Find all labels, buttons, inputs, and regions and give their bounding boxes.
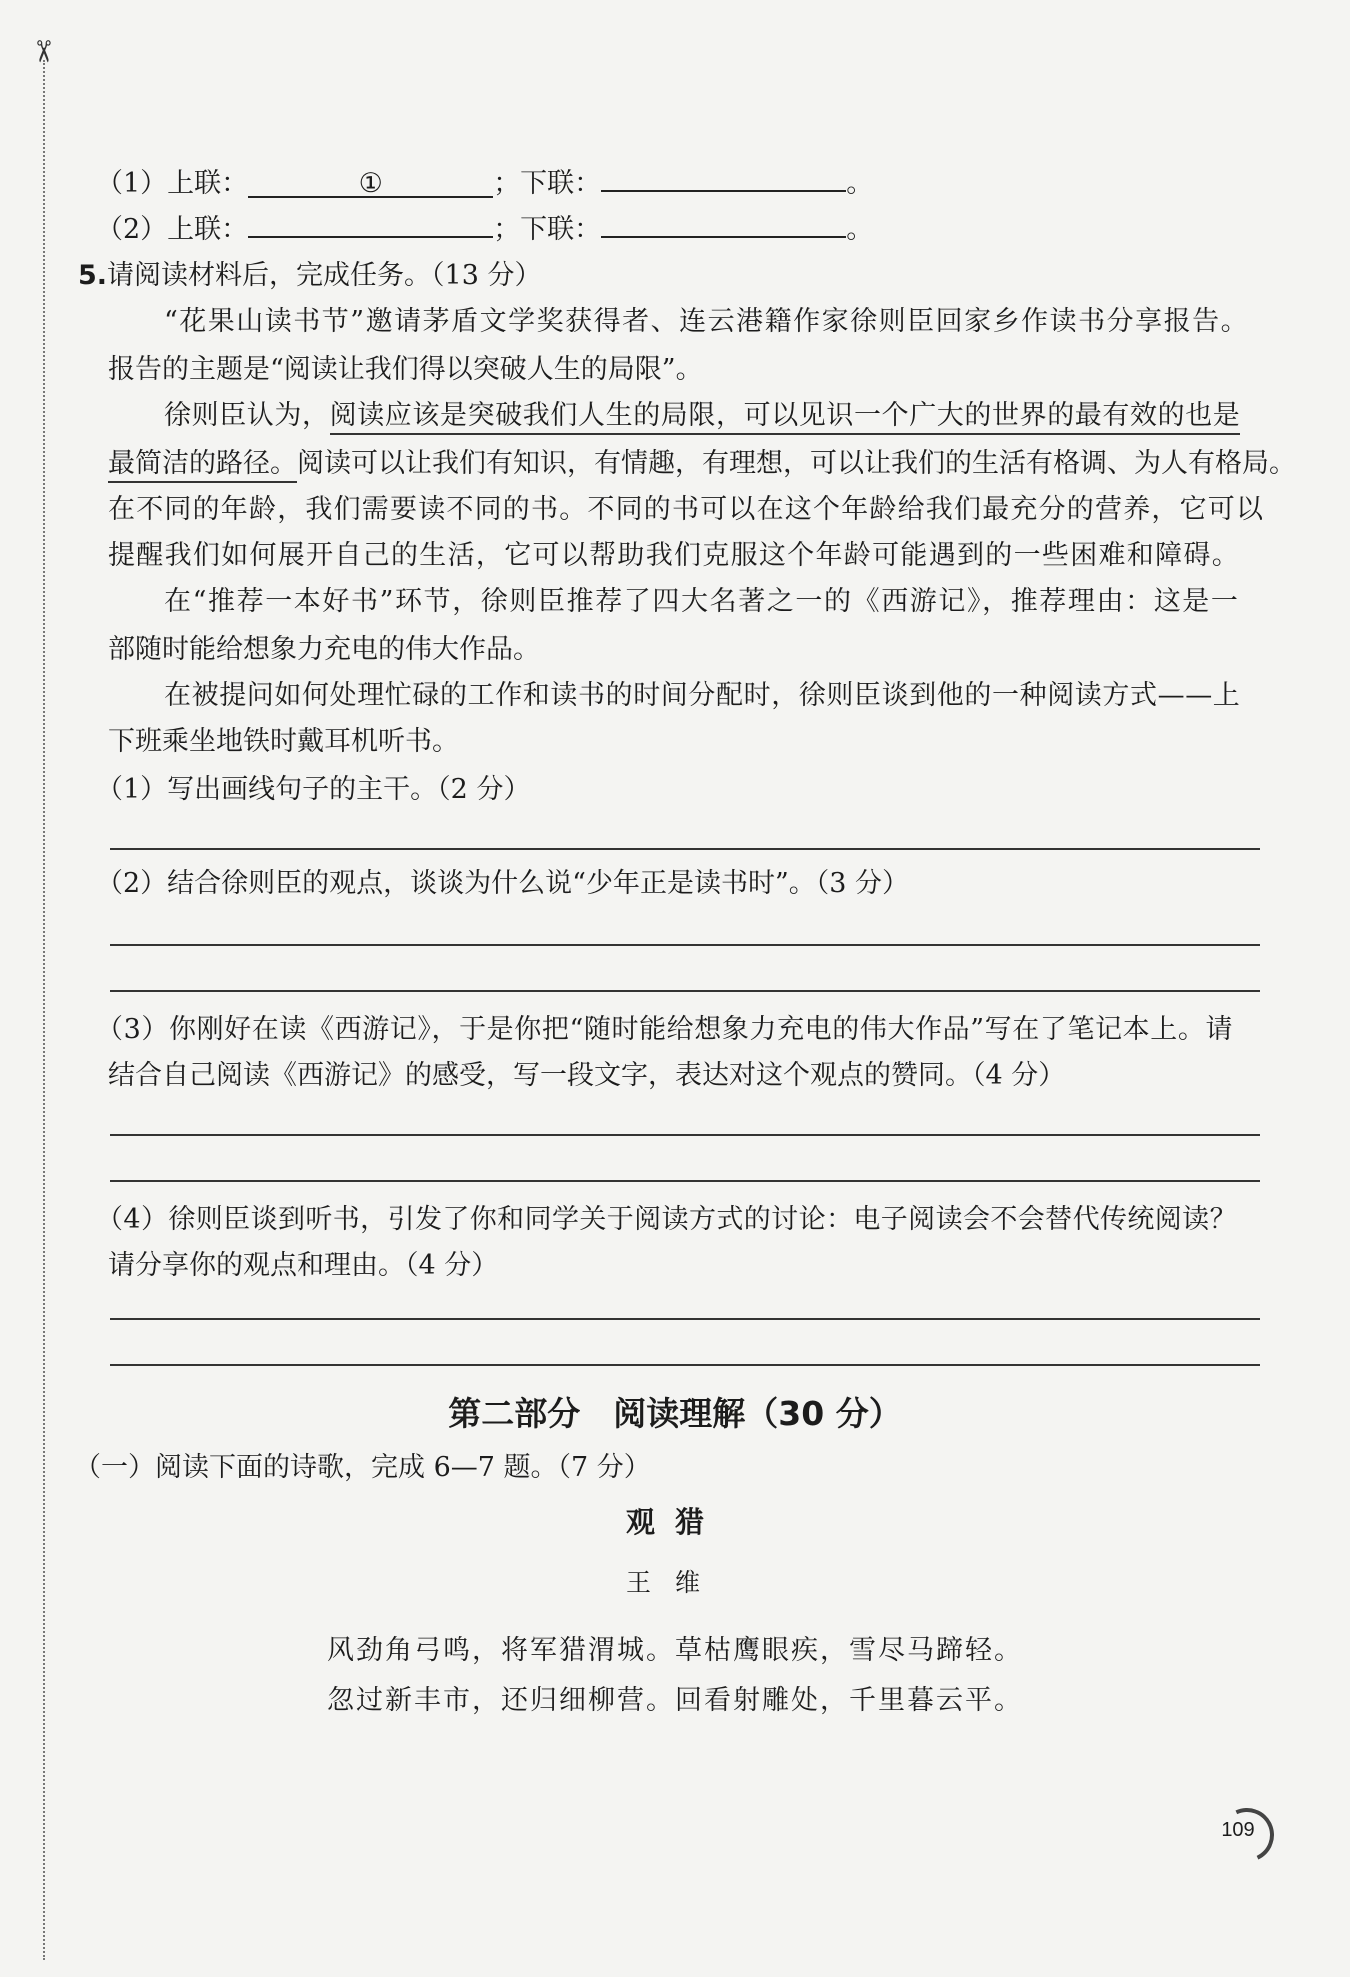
couplet-line-1 <box>96 166 873 202</box>
couplet-upper-blank[interactable]: ① <box>248 172 493 198</box>
q5-number: 5. <box>78 260 108 291</box>
couplet-lower-blank[interactable] <box>601 166 846 192</box>
passage-line: 在不同的年龄，我们需要读不同的书。不同的书可以在这个年龄给我们最充分的营养，它可以 <box>108 494 1265 525</box>
poem-line: 风劲角弓鸣，将军猎渭城。草枯鹰眼疾，雪尽马蹄轻。 <box>327 1635 1023 1666</box>
couplet-mid: ；下联： <box>493 214 602 245</box>
sub-question-3: （3）你刚好在读《西游记》，于是你把“随时能给想象力充电的伟大作品”写在了笔记本上。请 <box>96 1014 1234 1045</box>
couplet-label: （2）上联： <box>96 214 249 245</box>
page-number-swoosh-icon <box>1212 1800 1281 1869</box>
passage-text: 阅读可以让我们有知识，有情趣，有理想，可以让我们的生活有格调、为人有格局。 <box>297 448 1296 479</box>
passage-line: 在被提问如何处理忙碌的工作和读书的时间分配时，徐则臣谈到他的一种阅读方式——上 <box>164 680 1241 711</box>
poem-author: 王维 <box>625 1568 724 1597</box>
part2-heading: 第二部分 阅读理解（30 分） <box>448 1394 902 1433</box>
answer-line[interactable] <box>110 848 1260 850</box>
section-instruction: （一）阅读下面的诗歌，完成 6—7 题。（7 分） <box>74 1452 651 1483</box>
sub-question-3-cont: 结合自己阅读《西游记》的感受，写一段文字，表达对这个观点的赞同。（4 分） <box>108 1060 1066 1091</box>
passage-line: 部随时能给想象力充电的伟大作品。 <box>108 634 540 665</box>
sub-question-1: （1）写出画线句子的主干。（2 分） <box>96 774 531 805</box>
sub-question-4-cont: 请分享你的观点和理由。（4 分） <box>108 1250 499 1281</box>
passage-text: 徐则臣认为， <box>164 400 330 431</box>
answer-line[interactable] <box>110 1318 1260 1320</box>
couplet-lower-blank[interactable] <box>601 212 846 238</box>
cut-line <box>43 60 45 1960</box>
couplet-label: （1）上联： <box>96 168 249 199</box>
passage-line <box>108 446 1296 482</box>
passage-line: 报告的主题是“阅读让我们得以突破人生的局限”。 <box>108 354 703 385</box>
answer-line[interactable] <box>110 944 1260 946</box>
page-number-text: 109 <box>1221 1819 1255 1841</box>
couplet-upper-blank[interactable] <box>248 212 493 238</box>
poem-line: 忽过新丰市，还归细柳营。回看射雕处，千里暮云平。 <box>327 1685 1023 1716</box>
couplet-mid: ；下联： <box>493 168 602 199</box>
sub-question-2: （2）结合徐则臣的观点，谈谈为什么说“少年正是读书时”。（3 分） <box>96 868 910 899</box>
q5-prompt-text: 请阅读材料后，完成任务。（13 分） <box>107 260 542 291</box>
passage-line: 下班乘坐地铁时戴耳机听书。 <box>108 726 459 757</box>
answer-line[interactable] <box>110 1180 1260 1182</box>
q5-prompt <box>78 258 542 294</box>
underlined-sentence: 最简洁的路径。 <box>108 448 297 483</box>
passage-line: 在“推荐一本好书”环节，徐则臣推荐了四大名著之一的《西游记》，推荐理由：这是一 <box>164 586 1240 617</box>
answer-line[interactable] <box>110 1364 1260 1366</box>
passage-line: “花果山读书节”邀请茅盾文学奖获得者、连云港籍作家徐则臣回家乡作读书分享报告。 <box>164 306 1250 337</box>
underlined-sentence: 阅读应该是突破我们人生的局限，可以见识一个广大的世界的最有效的也是 <box>330 400 1241 435</box>
passage-line <box>164 398 1240 434</box>
couplet-end: 。 <box>846 168 874 199</box>
couplet-end: 。 <box>846 214 874 245</box>
answer-line[interactable] <box>110 990 1260 992</box>
passage-line: 提醒我们如何展开自己的生活，它可以帮助我们克服这个年龄可能遇到的一些困难和障碍。 <box>108 540 1240 571</box>
scissors-icon: ✂ <box>25 38 61 65</box>
couplet-line-2 <box>96 212 873 248</box>
poem-title: 观猎 <box>625 1505 724 1539</box>
page-number <box>1206 1808 1270 1848</box>
sub-question-4: （4）徐则臣谈到听书，引发了你和同学关于阅读方式的讨论：电子阅读会不会替代传统阅读？ <box>96 1204 1237 1235</box>
answer-line[interactable] <box>110 1134 1260 1136</box>
